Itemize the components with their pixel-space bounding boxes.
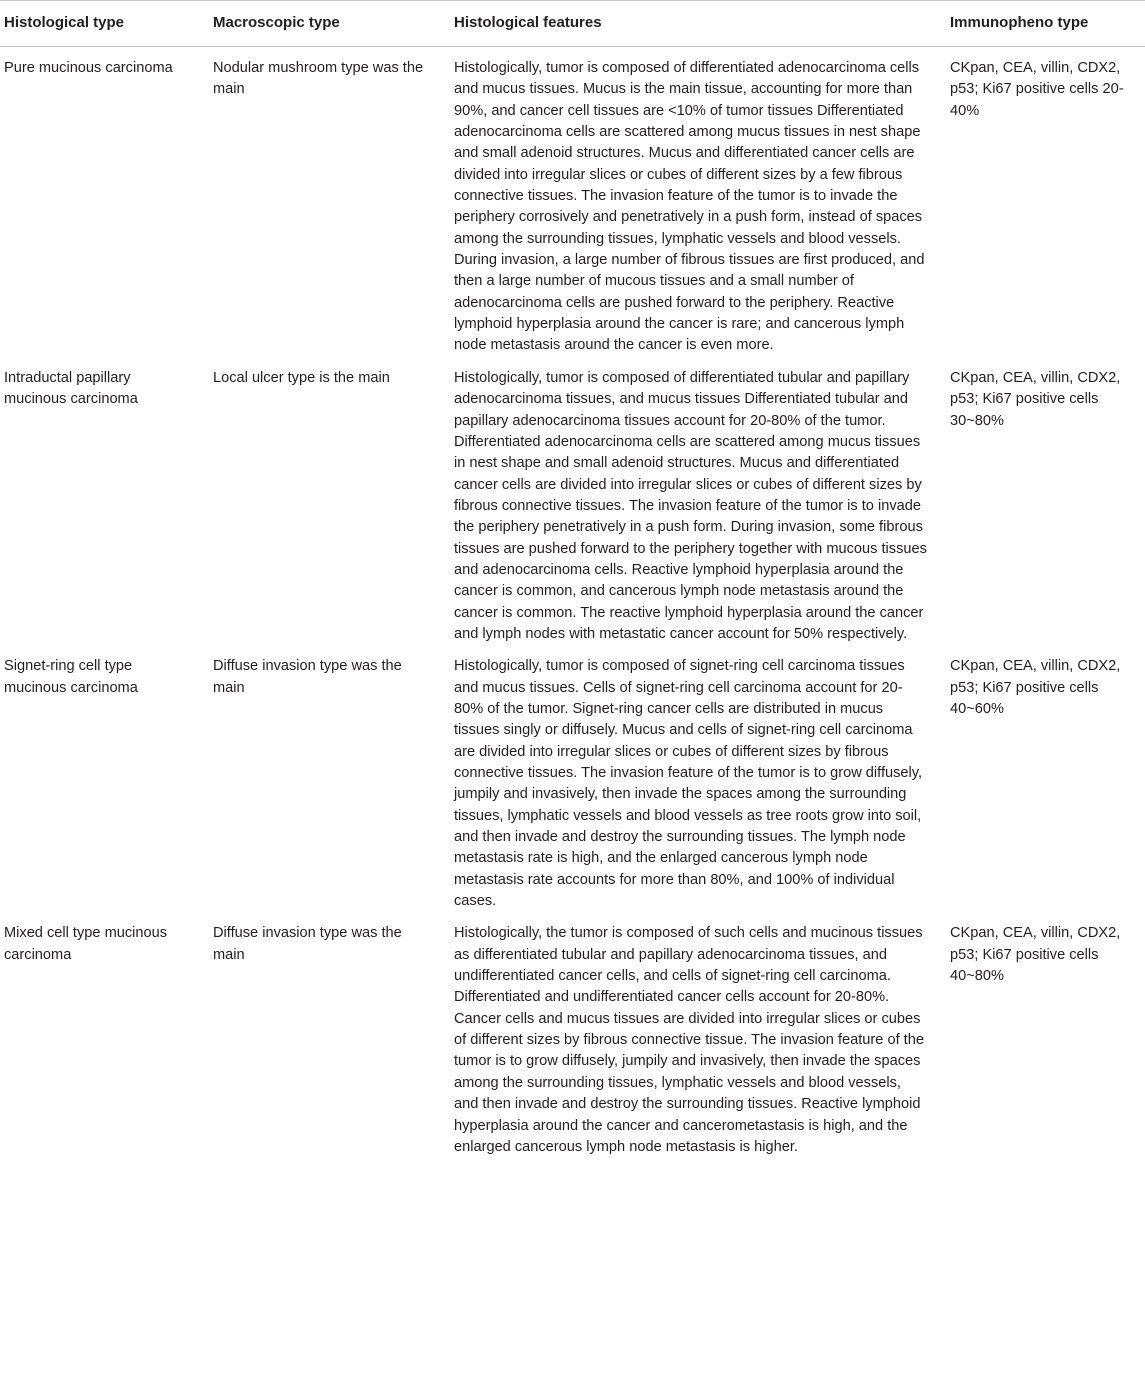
cell-immunopheno-type: CKpan, CEA, villin, CDX2, p53; Ki67 positive cells 20-40% <box>950 60 1124 119</box>
cell-histological-features: Histologically, tumor is composed of differentiated tubular and papillary adenocarcinoma tissues, and mucus tissues Differentiated tubular and papillary adenocarcinoma tissues account for 20-80% of the tumor. Differentiated adenocarcinoma cells are scattered among mucus tissues in nest shape and small adenoid structures. Mucus and differentiated cancer cells are divided into irregular slices or cubes of different sizes by fibrous connective tissues. The invasion feature of the tumor is to invade the periphery penetratively in a push form. During invasion, some fibrous tissues are pushed forward to the periphery together with mucous tissues and adenocarcinoma cells. Reactive lymphoid hyperplasia around the cancer is common, and cancerous lymph node metastasis around the cancer is common. The reactive lymphoid hyperplasia around the cancer and lymph nodes with metastatic cancer account for 50% respectively. <box>454 369 927 642</box>
table-row <box>0 357 1145 645</box>
table-body <box>0 47 1145 1159</box>
header-immunopheno-type: Immunopheno type <box>946 1 1145 47</box>
cell-macroscopic-type: Local ulcer type is the main <box>213 369 390 386</box>
cell-macroscopic-type: Diffuse invasion type was the main <box>213 658 402 696</box>
cell-histological-type: Mixed cell type mucinous carcinoma <box>4 925 168 963</box>
header-row <box>0 1 1145 47</box>
header-macroscopic-type: Macroscopic type <box>209 1 450 47</box>
header-histological-features: Histological features <box>450 1 946 47</box>
cell-histological-features: Histologically, the tumor is composed of such cells and mucinous tissues as differentiated tubular and papillary adenocarcinoma tissues, and undifferentiated cancer cells, and cells of signet-ring cell carcinoma. Differentiated and undifferentiated cancer cells account for 20-80%. Cancer cells and mucus tissues are divided into irregular slices or cubes of different sizes by fibrous connective tissue. The invasion feature of the tumor is to grow diffusely, jumpily and invasively, then invade the spaces among the surrounding tissues, lymphatic vessels and blood vessels, and then invade and destroy the surrounding tissues. Reactive lymphoid hyperplasia around the cancer and cancerometastasis is high, and the enlarged cancerous lymph node metastasis is higher. <box>454 925 924 1155</box>
cell-histological-type: Signet-ring cell type mucinous carcinoma <box>4 658 138 696</box>
table-row <box>0 645 1145 912</box>
table-row <box>0 912 1145 1158</box>
header-histological-type: Histological type <box>0 1 209 47</box>
cell-immunopheno-type: CKpan, CEA, villin, CDX2, p53; Ki67 positive cells 40~80% <box>950 925 1121 985</box>
cell-macroscopic-type: Nodular mushroom type was the main <box>213 60 424 98</box>
cell-immunopheno-type: CKpan, CEA, villin, CDX2, p53; Ki67 positive cells 30~80% <box>950 369 1121 429</box>
table-header <box>0 1 1145 47</box>
cell-histological-type: Pure mucinous carcinoma <box>4 60 173 76</box>
cell-immunopheno-type: CKpan, CEA, villin, CDX2, p53; Ki67 positive cells 40~60% <box>950 658 1121 717</box>
cell-histological-type: Intraductal papillary mucinous carcinoma <box>4 369 138 408</box>
cell-macroscopic-type: Diffuse invasion type was the main <box>213 925 402 963</box>
table-row <box>0 47 1145 357</box>
cell-histological-features: Histologically, tumor is composed of differentiated adenocarcinoma cells and mucus tissues. Mucus is the main tissue, accounting for more than 90%, and cancer cell tissues are <10% of tumor tissues Differentiated adenocarcinoma cells are scattered among mucus tissues in nest shape and small adenoid structures. Mucus and differentiated cancer cells are divided into irregular slices or cubes of different sizes by a few fibrous connective tissues. The invasion feature of the tumor is to invade the periphery corrosively and penetratively in a push form, instead of spaces among the surrounding tissues, lymphatic vessels and blood vessels. During invasion, a large number of fibrous tissues are first produced, and then a large number of mucous tissues and a small number of adenocarcinoma cells are pushed forward to the periphery. Reactive lymphoid hyperplasia around the cancer is rare; and cancerous lymph node metastasis around the cancer is even more. <box>454 60 925 354</box>
cell-histological-features: Histologically, tumor is composed of signet-ring cell carcinoma tissues and mucus tissues. Cells of signet-ring cell carcinoma account for 20-80% of the tumor. Signet-ring cancer cells are distributed in mucus tissues singly or diffusely. Mucus and cells of signet-ring cell carcinoma are divided into irregular slices or cubes of different sizes by fibrous connective tissues. The invasion feature of the tumor is to grow diffusely, jumpily and invasively, then invade the spaces among the surrounding tissues, lymphatic vessels and blood vessels as tree roots grow into soil, and then invade and destroy the surrounding tissues. The lymph node metastasis rate is high, and the enlarged cancerous lymph node metastasis rate accounts for more than 80%, and 100% of individual cases. <box>454 658 923 910</box>
